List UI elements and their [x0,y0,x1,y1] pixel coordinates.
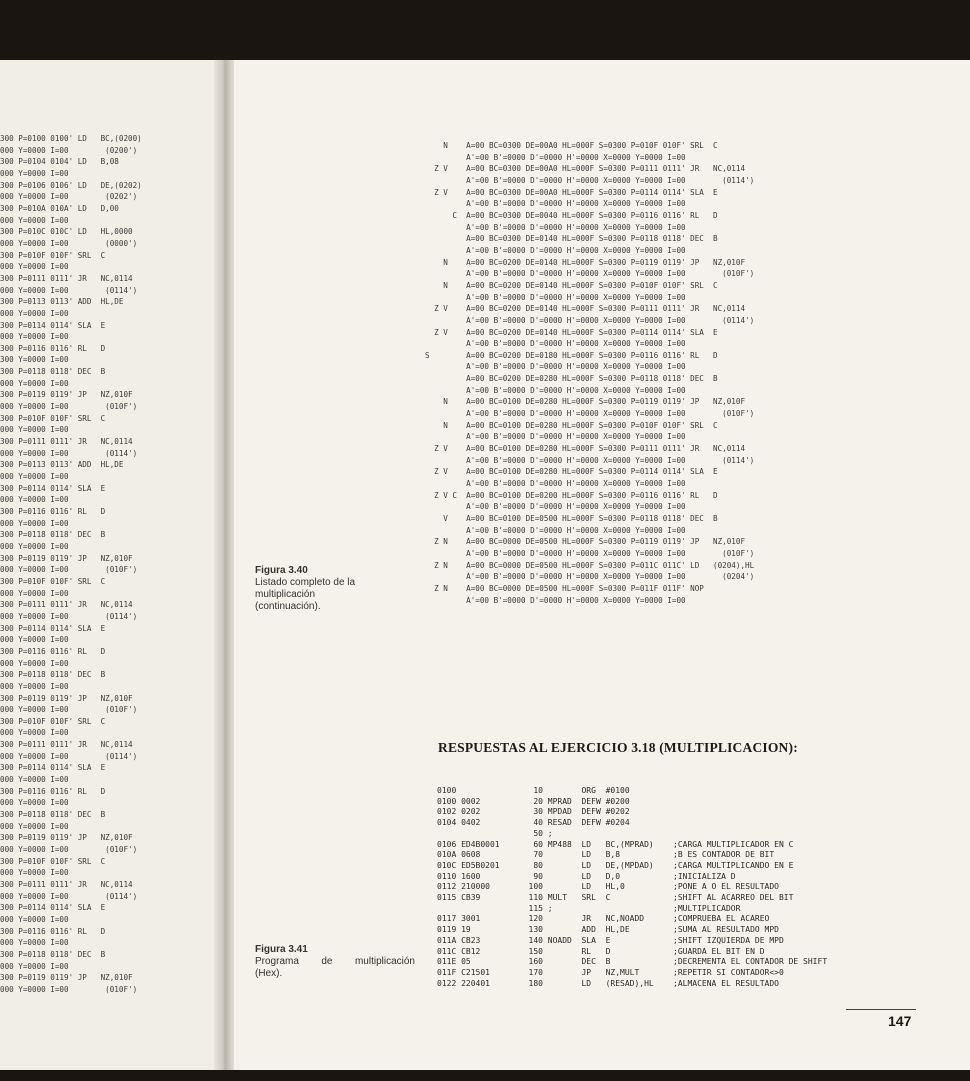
trace-line: A'=00 B'=0000 D'=0000 H'=0000 X=0000 Y=0000 I=00 [425,152,686,162]
trace-line: 300 P=010C 010C' LD HL,0000 [0,227,133,237]
trace-line: 300 Y=0000 I=00 [0,355,69,365]
listing-row: 0115 CB39 110 MULT SRL C ;SHIFT AL ACARREO DEL BIT [437,893,794,903]
trace-line: Z V A=00 BC=0100 DE=0280 HL=000F S=0300 P=0111 0111' JR NC,0114 [425,444,746,454]
trace-line: 300 P=0119 0119' JP NZ,010F [0,553,133,563]
figure-3-41-label: Figura 3.41 [255,944,308,955]
trace-line: 300 P=010A 010A' LD D,00 [0,203,119,213]
trace-line: V A=00 BC=0100 DE=0500 HL=000F S=0300 P=0118 0118' DEC B [425,514,718,523]
trace-line: Z V A=00 BC=0200 DE=0140 HL=000F S=0300 P=0114 0114' SLA E [425,327,718,337]
trace-line: Z V A=00 BC=0100 DE=0280 HL=000F S=0300 P=0114 0114' SLA E [425,467,718,477]
listing-row: 010C ED5B0201 80 LD DE,(MPDAD) ;CARGA MULTIPLICANDO EN E [437,860,794,870]
trace-line: A'=00 B'=0000 D'=0000 H'=0000 X=0000 Y=0000 I=00 (010F') [425,269,755,279]
trace-line: C A=00 BC=0300 DE=0040 HL=000F S=0300 P=0116 0116' RL D [425,210,718,220]
trace-line: Z V C A=00 BC=0100 DE=0200 HL=000F S=0300 P=0116 0116' RL D [425,490,718,500]
left-trace-listing [0,133,142,996]
trace-line: N A=00 BC=0200 DE=0140 HL=000F S=0300 P=0119 0119' JP NZ,010F [425,257,746,267]
trace-line: 300 P=0116 0116' RL D [0,343,106,353]
trace-line: 000 Y=0000 I=00 (0000') [0,238,138,248]
trace-line: 300 P=0118 0118' DEC B [0,670,106,680]
trace-line: 000 Y=0000 I=00 [0,308,69,318]
listing-row: 0117 3001 120 JR NC,NOADD ;COMPRUEBA EL ACAREO [437,914,770,924]
trace-line: 000 Y=0000 I=00 [0,635,69,645]
trace-line: 000 Y=0000 I=00 (0114') [0,611,138,621]
trace-line: 300 P=010F 010F' SRL C [0,250,106,260]
trace-line: A=00 BC=0200 DE=0280 HL=000F S=0300 P=0118 0118' DEC B [425,374,718,384]
trace-line: 000 Y=0000 I=00 (0114') [0,285,138,295]
trace-line: Z N A=00 BC=0000 DE=0500 HL=000F S=0300 P=0119 0119' JP NZ,010F [425,537,746,547]
page-number: 147 [888,1013,912,1029]
trace-line: S A=00 BC=0200 DE=0180 HL=000F S=0300 P=0116 0116' RL D [425,350,718,360]
listing-row: 011E 05 160 DEC B ;DECREMENTA EL CONTADOR DE SHIFT [437,957,828,967]
trace-line: 300 P=0118 0118' DEC B [0,530,106,540]
listing-row: 50 ; [437,828,553,838]
program-listing [437,786,827,989]
trace-line: 300 P=010F 010F' SRL C [0,576,106,586]
trace-line: 000 Y=0000 I=00 (010F') [0,705,138,715]
listing-row: 011C CB12 150 RL D ;GUARDA EL BIT EN D [437,946,765,956]
trace-line: 000 Y=0000 I=00 [0,588,69,598]
trace-line: 000 Y=0000 I=00 [0,681,69,691]
trace-line: 000 Y=0000 I=00 (0114') [0,891,138,901]
trace-line: 300 P=010F 010F' SRL C [0,413,106,423]
figure-3-41-text-2: (Hex). [255,968,283,979]
trace-line: 000 Y=0000 I=00 [0,332,69,342]
trace-line: 000 Y=0000 I=00 [0,425,69,435]
trace-line: A'=00 B'=0000 D'=0000 H'=0000 X=0000 Y=0000 I=00 [425,362,686,372]
trace-line: A'=00 B'=0000 D'=0000 H'=0000 X=0000 Y=0000 I=00 (0114') [425,175,755,185]
trace-line: 300 P=0116 0116' RL D [0,646,106,656]
trace-line: 000 Y=0000 I=00 [0,658,69,668]
trace-line: 300 P=0118 0118' DEC B [0,367,106,377]
trace-line: 300 P=0119 0119' JP NZ,010F [0,390,133,400]
trace-line: 000 Y=0000 I=00 [0,262,69,272]
trace-line: 000 Y=0000 I=00 (010F') [0,402,138,412]
book-gutter [214,60,234,1070]
listing-row: 115 ; ;MULTIPLICADOR [437,903,741,913]
trace-line: 000 Y=0000 I=00 [0,938,69,948]
trace-line: N A=00 BC=0300 DE=00A0 HL=000F S=0300 P=010F 010F' SRL C [425,141,718,150]
trace-line: 300 P=0111 0111' JR NC,0114 [0,437,133,447]
trace-line: 300 P=0118 0118' DEC B [0,810,106,820]
trace-line: 000 Y=0000 I=00 [0,961,69,971]
trace-line: A'=00 B'=0000 D'=0000 H'=0000 X=0000 Y=0000 I=00 [425,199,686,209]
trace-line: 000 Y=0000 I=00 (010F') [0,845,138,855]
listing-row: 0104 0402 40 RESAD DEFW #0204 [437,818,630,828]
listing-row: 0102 0202 30 MPDAD DEFW #0202 [437,807,630,817]
trace-line: 300 P=0119 0119' JP NZ,010F [0,833,133,843]
trace-line: 300 P=0104 0104' LD B,08 [0,157,119,167]
trace-line: 000 Y=0000 I=00 [0,798,69,808]
trace-line: Z V A=00 BC=0300 DE=00A0 HL=000F S=0300 P=0111 0111' JR NC,0114 [425,164,746,174]
trace-line: A'=00 B'=0000 D'=0000 H'=0000 X=0000 Y=0000 I=00 [425,292,686,302]
trace-line: 000 Y=0000 I=00 [0,728,69,738]
listing-row: 011F C21501 170 JP NZ,MULT ;REPETIR SI CONTADOR<>0 [437,967,784,977]
trace-line: 000 Y=0000 I=00 [0,518,69,528]
trace-line: 300 P=0111 0111' JR NC,0114 [0,740,133,750]
trace-line: N A=00 BC=0200 DE=0140 HL=000F S=0300 P=010F 010F' SRL C [425,280,718,290]
trace-line: 300 P=0114 0114' SLA E [0,623,106,633]
trace-line: 000 Y=0000 I=00 [0,472,69,482]
trace-line: 300 P=0114 0114' SLA E [0,763,106,773]
trace-line: 300 P=0106 0106' LD DE,(0202) [0,180,142,190]
trace-line: A'=00 B'=0000 D'=0000 H'=0000 X=0000 Y=0000 I=00 [425,245,686,255]
section-heading: RESPUESTAS AL EJERCICIO 3.18 (MULTIPLICACION): [438,740,798,755]
listing-row: 010A 0608 70 LD B,8 ;B ES CONTADOR DE BIT [437,850,775,860]
trace-line: 000 Y=0000 I=00 [0,914,69,924]
listing-row: 0112 210000 100 LD HL,0 ;PONE A O EL RESULTADO [437,882,779,892]
right-trace-listing [425,140,754,606]
trace-line: 000 Y=0000 I=00 [0,215,69,225]
trace-line: 300 P=0111 0111' JR NC,0114 [0,273,133,283]
trace-line: A'=00 B'=0000 D'=0000 H'=0000 X=0000 Y=0000 I=00 [425,525,686,535]
trace-line: 300 P=0114 0114' SLA E [0,903,106,913]
trace-line: A'=00 B'=0000 D'=0000 H'=0000 X=0000 Y=0000 I=00 (0114') [425,455,755,465]
trace-line: 000 Y=0000 I=00 (0114') [0,448,138,458]
listing-row: 0122 220401 180 LD (RESAD),HL ;ALMACENA EL RESULTADO [437,978,779,988]
trace-line: 300 P=0119 0119' JP NZ,010F [0,973,133,983]
trace-line: 300 P=0111 0111' JR NC,0114 [0,600,133,610]
trace-line: N A=00 BC=0100 DE=0280 HL=000F S=0300 P=0119 0119' JP NZ,010F [425,397,746,407]
trace-line: 300 P=0114 0114' SLA E [0,483,106,493]
trace-line: 300 P=0116 0116' RL D [0,507,106,516]
trace-line: 000 Y=0000 I=00 [0,775,69,785]
trace-line: A'=00 B'=0000 D'=0000 H'=0000 X=0000 Y=0000 I=00 [425,595,686,605]
trace-line: N A=00 BC=0100 DE=0280 HL=000F S=0300 P=010F 010F' SRL C [425,420,718,430]
trace-line: 000 Y=0000 I=00 [0,821,69,831]
listing-row: 0106 ED4B0001 60 MP488 LD BC,(MPRAD) ;CARGA MULTIPLICADOR EN C [437,839,794,849]
listing-row: 0110 1600 90 LD D,0 ;INICIALIZA D [437,871,736,881]
trace-line: A=00 BC=0300 DE=0140 HL=000F S=0300 P=0118 0118' DEC B [425,234,718,244]
trace-line: 300 P=0118 0118' DEC B [0,949,106,959]
listing-row: 011A CB23 140 NOADD SLA E ;SHIFT IZQUIERDA DE MPD [437,935,784,945]
trace-line: 300 P=0114 0114' SLA E [0,320,106,330]
trace-line: A'=00 B'=0000 D'=0000 H'=0000 X=0000 Y=0000 I=00 [425,479,686,489]
listing-row: 0100 10 ORG #0100 [437,786,630,795]
trace-line: A'=00 B'=0000 D'=0000 H'=0000 X=0000 Y=0000 I=00 [425,432,686,442]
listing-row: 0119 19 130 ADD HL,DE ;SUMA AL RESULTADO MPD [437,925,779,935]
trace-line: 000 Y=0000 I=00 [0,495,69,505]
trace-line: 300 P=010F 010F' SRL C [0,856,106,866]
trace-line: A'=00 B'=0000 D'=0000 H'=0000 X=0000 Y=0000 I=00 (0204') [425,572,755,582]
trace-line: A'=00 B'=0000 D'=0000 H'=0000 X=0000 Y=0000 I=00 (0114') [425,315,755,325]
trace-line: 000 Y=0000 I=00 (0114') [0,751,138,761]
trace-line: 300 P=0116 0116' RL D [0,786,106,796]
trace-line: A'=00 B'=0000 D'=0000 H'=0000 X=0000 Y=0000 I=00 [425,385,686,395]
trace-line: 000 Y=0000 I=00 [0,541,69,551]
figure-3-40-text: Listado completo de la multiplicación (continuación). [255,577,356,612]
trace-line: A'=00 B'=0000 D'=0000 H'=0000 X=0000 Y=0000 I=00 (010F') [425,409,755,419]
trace-line: A'=00 B'=0000 D'=0000 H'=0000 X=0000 Y=0000 I=00 [425,502,686,512]
footer-rule [846,1009,916,1010]
trace-line: 000 Y=0000 I=00 [0,378,69,388]
trace-line: Z N A=00 BC=0000 DE=0500 HL=000F S=0300 P=011C 011C' LD (0204),HL [425,560,755,570]
trace-line: 000 Y=0000 I=00 (010F') [0,984,138,994]
trace-line: 300 P=0111 0111' JR NC,0114 [0,880,133,889]
trace-line: 300 P=010F 010F' SRL C [0,716,106,726]
trace-line: A'=00 B'=0000 D'=0000 H'=0000 X=0000 Y=0000 I=00 (010F') [425,548,755,558]
trace-line: 300 P=0116 0116' RL D [0,926,106,936]
trace-line: A'=00 B'=0000 D'=0000 H'=0000 X=0000 Y=0000 I=00 [425,339,686,349]
trace-line: 300 P=0119 0119' JP NZ,010F [0,693,133,703]
figure-3-41-text: Programa de multiplicación [255,956,415,967]
trace-line: Z V A=00 BC=0200 DE=0140 HL=000F S=0300 P=0111 0111' JR NC,0114 [425,304,746,314]
trace-line: 300 P=0113 0113' ADD HL,DE [0,460,124,470]
trace-line: A'=00 B'=0000 D'=0000 H'=0000 X=0000 Y=0000 I=00 [425,222,686,232]
trace-line: 300 P=0100 0100' LD BC,(0200) [0,134,142,143]
trace-line: 300 P=0113 0113' ADD HL,DE [0,297,124,307]
figure-3-40-caption [255,565,363,613]
listing-row: 0100 0002 20 MPRAD DEFW #0200 [437,796,630,806]
trace-line: 000 Y=0000 I=00 [0,868,69,878]
trace-line: Z V A=00 BC=0300 DE=00A0 HL=000F S=0300 P=0114 0114' SLA E [425,187,718,197]
trace-line: 000 Y=0000 I=00 (010F') [0,565,138,575]
trace-line: Z N A=00 BC=0000 DE=0500 HL=000F S=0300 P=011F 011F' NOP [425,583,704,593]
trace-line: 000 Y=0000 I=00 [0,168,69,178]
trace-line: 000 Y=0000 I=00 (0202') [0,192,138,202]
figure-3-41-caption [255,944,415,980]
trace-line: 000 Y=0000 I=00 (0200') [0,145,138,155]
figure-3-40-label: Figura 3.40 [255,565,308,576]
